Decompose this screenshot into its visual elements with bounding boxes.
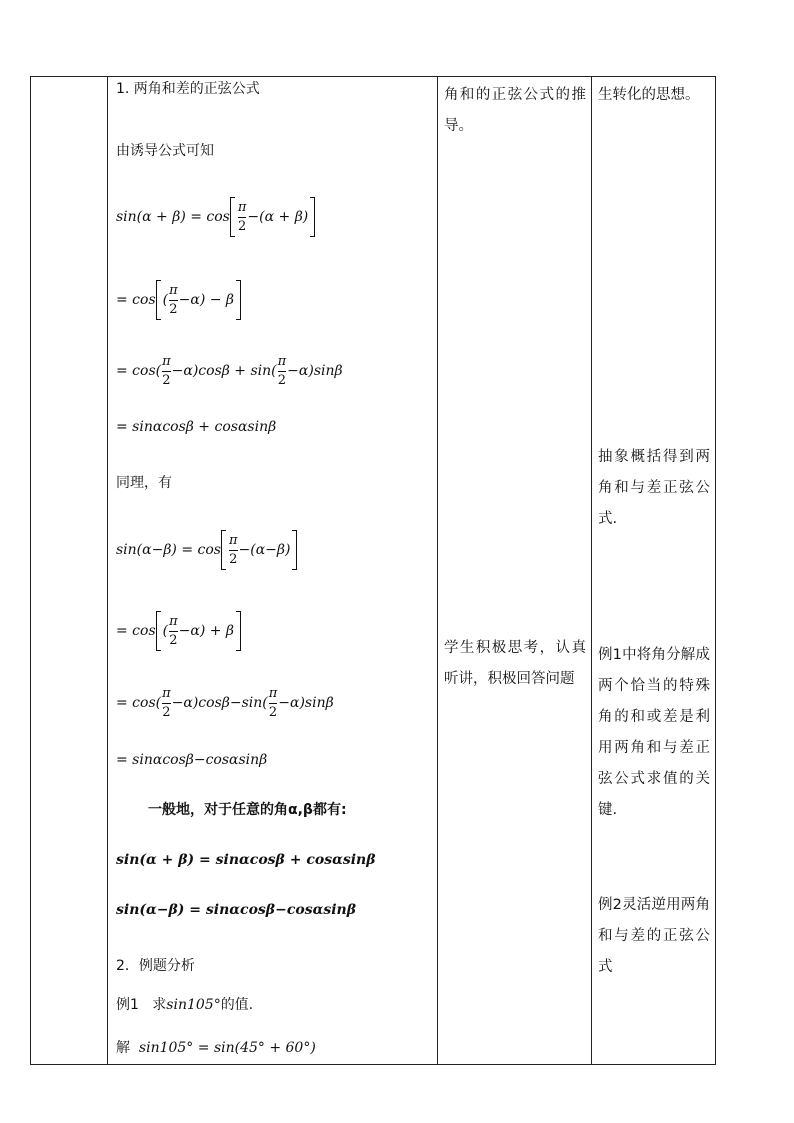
fraction bbox=[278, 354, 287, 389]
table-cell-content bbox=[116, 77, 434, 1064]
similarly-text: 同理，有 bbox=[116, 475, 172, 491]
example-label: 例1 bbox=[116, 997, 139, 1013]
formula-text: sin(α−β) = cos bbox=[116, 542, 221, 558]
formula-line: = sinαcosβ + cosαsinβ bbox=[116, 419, 277, 435]
formula-text: = cos bbox=[116, 292, 156, 308]
formula-text: −α)sinβ bbox=[278, 695, 334, 711]
solution-math: sin105° = sin(45° + 60°) bbox=[138, 1040, 316, 1056]
example-line bbox=[116, 995, 253, 1015]
fraction-numerator: π bbox=[162, 353, 171, 369]
formula-text: = cos bbox=[116, 623, 156, 639]
fraction-numerator: π bbox=[228, 532, 238, 548]
intent-text: 抽象概括得到两角和与差正弦公式. bbox=[598, 449, 710, 527]
formula-line bbox=[116, 351, 343, 391]
activity-text: 学生积极思考，认真听讲，积极回答问题 bbox=[444, 640, 586, 687]
solution-line bbox=[116, 1038, 316, 1058]
example-math: sin105 bbox=[166, 997, 214, 1013]
fraction bbox=[238, 200, 247, 235]
fraction-numerator: π bbox=[162, 685, 171, 701]
formula-text: = cos( bbox=[116, 363, 162, 379]
fraction-denominator: 2 bbox=[229, 551, 238, 567]
formula-text: −α) − β bbox=[178, 292, 235, 308]
activity-text: 角和的正弦公式的推导。 bbox=[444, 87, 586, 134]
intent-text: 例2灵活逆用两角和与差的正弦公式 bbox=[598, 897, 710, 975]
intent-text: 生转化的思想。 bbox=[598, 87, 700, 103]
fraction-numerator: π bbox=[268, 685, 278, 701]
column-divider bbox=[437, 77, 438, 1064]
formula-text: −(α + β) bbox=[247, 209, 309, 225]
formula-text: −α) + β bbox=[178, 623, 235, 639]
formula-line: = cos ( $\frac{\pi}{2}$ −α) + β bbox=[116, 609, 241, 653]
example-text: °的值. bbox=[213, 997, 254, 1013]
formula-line: = cos ( $\frac{\pi}{2}$ −α) − β bbox=[116, 278, 241, 322]
fraction-denominator: 2 bbox=[162, 704, 171, 720]
fraction-denominator: 2 bbox=[238, 218, 247, 234]
formula-text: −α)cosβ + sin( bbox=[171, 363, 277, 379]
section-heading: 1. 两角和差的正弦公式 bbox=[116, 81, 260, 97]
formula-text: −(α−β) bbox=[238, 542, 291, 558]
fraction-denominator: 2 bbox=[169, 632, 178, 648]
fraction bbox=[162, 686, 171, 721]
fraction bbox=[169, 614, 178, 649]
solution-label: 解 bbox=[116, 1040, 130, 1056]
fraction-denominator: 2 bbox=[169, 301, 178, 317]
lesson-table bbox=[30, 76, 716, 1065]
example-text: 求 bbox=[152, 997, 167, 1013]
bracket-left bbox=[156, 280, 161, 320]
formula-text: −α)cosβ−sin( bbox=[171, 695, 268, 711]
fraction bbox=[229, 533, 238, 568]
formula-line: = sinαcosβ−cosαsinβ bbox=[116, 752, 268, 768]
formula-text: sin(α + β) = cos bbox=[116, 209, 230, 225]
formula-line bbox=[116, 195, 315, 239]
fraction-denominator: 2 bbox=[268, 704, 278, 720]
section-heading: 2．例题分析 bbox=[116, 958, 195, 974]
fraction bbox=[269, 686, 278, 721]
bracket-right bbox=[236, 611, 241, 651]
fraction bbox=[169, 283, 178, 318]
bracket-left bbox=[230, 197, 235, 237]
fraction bbox=[162, 354, 171, 389]
intent-text: 例1中将角分解成两个恰当的特殊角的和或差是利用两角和与差正弦公式求值的关键. bbox=[598, 647, 710, 818]
table-cell-empty bbox=[31, 77, 107, 1064]
fraction-denominator: 2 bbox=[277, 372, 287, 388]
intro-text: 由诱导公式可知 bbox=[116, 143, 214, 159]
general-statement: 一般地，对于任意的角α,β都有: bbox=[148, 802, 347, 818]
formula-text: −α)sinβ bbox=[287, 363, 343, 379]
formula-sum: sin(α + β) = sinαcosβ + cosαsinβ bbox=[116, 852, 376, 868]
formula-diff: sin(α−β) = sinαcosβ−cosαsinβ bbox=[116, 902, 357, 918]
table-cell-activity bbox=[444, 77, 586, 1064]
column-divider bbox=[591, 77, 592, 1064]
table-cell-intent bbox=[598, 77, 710, 1064]
bracket-right bbox=[236, 280, 241, 320]
formula-line bbox=[116, 683, 334, 723]
bracket-right bbox=[292, 530, 297, 570]
bracket-left bbox=[221, 530, 226, 570]
bracket-right bbox=[310, 197, 315, 237]
column-divider bbox=[107, 77, 108, 1064]
fraction-numerator: π bbox=[277, 353, 287, 369]
fraction-numerator: π bbox=[237, 199, 247, 215]
fraction-numerator: π bbox=[169, 282, 178, 298]
formula-line bbox=[116, 528, 297, 572]
fraction-denominator: 2 bbox=[162, 372, 171, 388]
fraction-numerator: π bbox=[169, 613, 178, 629]
formula-text: = cos( bbox=[116, 695, 162, 711]
bracket-left bbox=[156, 611, 161, 651]
